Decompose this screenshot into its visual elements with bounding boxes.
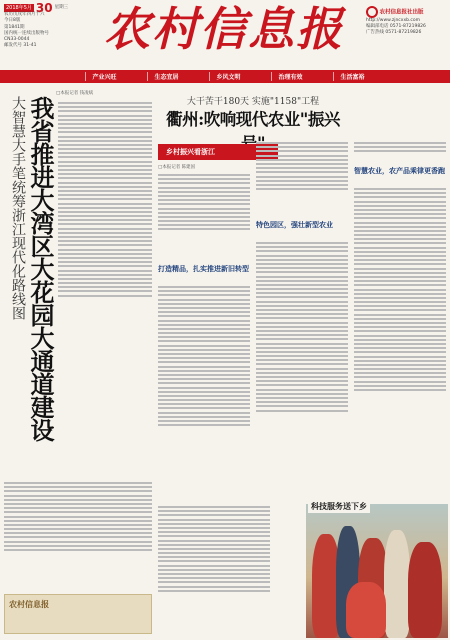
feature-subheadline: 大干苦干180天 实施"1158"工程 bbox=[186, 97, 320, 107]
feature-body-text bbox=[354, 186, 446, 498]
publisher-logo-icon bbox=[366, 6, 378, 18]
publisher-phone: 编辑部电话 0571-87219826 bbox=[366, 24, 426, 29]
feature-byline: □本报记者 陈建国 bbox=[158, 165, 196, 170]
issue-info bbox=[4, 1, 96, 49]
article-body-text bbox=[4, 480, 152, 590]
feature-body-text bbox=[158, 504, 270, 636]
issue-info-line: 今日8版 bbox=[4, 18, 21, 24]
column-banner: 乡村振兴看浙江 bbox=[158, 144, 278, 160]
section-heading: 打造精品，扎实推进新旧转型 bbox=[158, 264, 249, 273]
lead-article bbox=[4, 88, 154, 638]
ad-text: 农村信息报 bbox=[9, 599, 49, 609]
feature-body-text bbox=[158, 284, 250, 500]
issue-info-line: 国内统一连续出版物号 bbox=[4, 30, 49, 36]
article-byline: □本报记者 钱凌斌 bbox=[56, 91, 94, 96]
publisher-ad-phone: 广告热线 0571-87219826 bbox=[366, 30, 422, 35]
nav-item[interactable]: 乡风文明 bbox=[209, 72, 240, 81]
news-photo bbox=[306, 504, 448, 638]
masthead bbox=[0, 0, 450, 68]
photo-title: 科技服务送下乡 bbox=[308, 500, 370, 513]
advertisement[interactable] bbox=[4, 594, 152, 634]
article-headline: 我省推进大湾区大花园大通道建设 bbox=[26, 96, 55, 441]
issue-info-line: CN33-0044 bbox=[4, 37, 30, 43]
publisher-url: http://www.zjncxxb.com bbox=[366, 18, 421, 23]
nav-item[interactable]: 产业兴旺 bbox=[85, 72, 116, 81]
nav-item[interactable]: 治理有效 bbox=[271, 72, 302, 81]
feature-body-text bbox=[354, 140, 446, 164]
nav-item[interactable]: 生活富裕 bbox=[333, 72, 364, 81]
issue-weekday: 星期三 bbox=[54, 5, 69, 10]
newspaper-title: 农村信息报 bbox=[104, 2, 344, 56]
issue-info-line: 第1841期 bbox=[4, 24, 25, 30]
article-body-text bbox=[58, 100, 152, 392]
section-heading: 智慧农业，农产品乘律更香跑 bbox=[354, 166, 445, 175]
publisher-info bbox=[366, 6, 446, 36]
feature-body-text bbox=[256, 140, 348, 216]
feature-body-text bbox=[158, 172, 250, 260]
feature-article bbox=[158, 88, 448, 638]
publisher-name: 农村信息报社出版 bbox=[379, 9, 424, 16]
feature-headline: 衢州:吹响现代农业"振兴 bbox=[166, 110, 340, 129]
section-heading: 特色园区，强壮新型农业 bbox=[256, 220, 333, 229]
issue-info-line: 邮发代号 31-41 bbox=[4, 43, 37, 49]
photo-caption bbox=[274, 522, 306, 632]
nav-item[interactable]: 生态宜居 bbox=[147, 72, 178, 81]
section-nav bbox=[0, 70, 450, 83]
feature-body-text bbox=[256, 240, 348, 498]
issue-info-line: 农历戊戌年四月十六 bbox=[4, 12, 45, 18]
issue-month: 2018年5月 bbox=[6, 5, 32, 11]
issue-day: 30 bbox=[35, 1, 53, 15]
article-subheadline: 大智慧大手笔统筹浙江现代化路线图 bbox=[10, 96, 26, 320]
